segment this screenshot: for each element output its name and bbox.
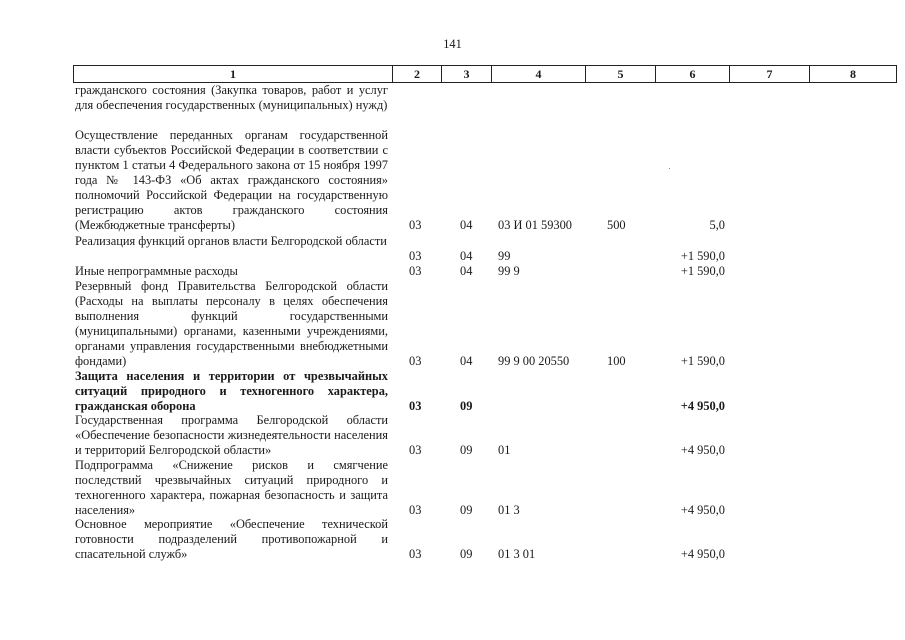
row-rz: 03 — [409, 443, 422, 457]
row-description: Иные непрограммные расходы — [75, 264, 238, 278]
row-pr: 04 — [460, 218, 473, 232]
row-description: Государственная программа Белгородской области «Обеспечение безопасности жизнедеятельности населения и территорий Белгородской области» — [75, 413, 388, 457]
row-sum: +1 590,0 — [680, 354, 725, 368]
header-col-7: 7 — [730, 66, 810, 82]
header-col-2: 2 — [393, 66, 442, 82]
row-rz: 03 — [409, 547, 422, 561]
row-description: Реализация функций органов власти Белгородской области — [75, 234, 387, 248]
row-pr: 04 — [460, 249, 473, 263]
row-sum: +1 590,0 — [680, 249, 725, 263]
row-csr: 99 9 — [498, 264, 520, 278]
header-col-5: 5 — [586, 66, 656, 82]
row-rz: 03 — [409, 354, 422, 368]
row-pr: 04 — [460, 354, 473, 368]
row-vr: 100 — [607, 354, 626, 368]
row-csr: 99 9 00 20550 — [498, 354, 570, 368]
row-sum: +1 590,0 — [680, 264, 725, 278]
header-col-3: 3 — [442, 66, 492, 82]
row-sum: +4 950,0 — [680, 399, 725, 413]
row-rz: 03 — [409, 264, 422, 278]
row-pr: 04 — [460, 264, 473, 278]
header-col-8: 8 — [810, 66, 897, 82]
row-csr: 01 3 — [498, 503, 520, 517]
row-sum: +4 950,0 — [680, 443, 725, 457]
page-number: 141 — [443, 37, 462, 51]
row-description: Основное мероприятие «Обеспечение технической готовности подразделений противопожарной и спасательной служб» — [75, 517, 388, 561]
scan-speck — [669, 168, 670, 169]
row-description: Резервный фонд Правительства Белгородской области (Расходы на выплаты персоналу в целях обеспечения выполнения функций государственными (муниципальными) органами, казенными учреждениями, органами управления государственными внебюджетными фондами) — [75, 279, 388, 368]
row-description: Осуществление переданных органам государственной власти субъектов Российской Федерации в соответствии с пунктом 1 статьи 4 Федерального закона от 15 ноября 1997 года № 143-ФЗ «Об актах гражданского состояния» полномочий Российской Федерации на государственную регистрацию актов гражданского состояния (Межбюджетные трансферты) — [75, 128, 388, 232]
row-csr: 99 — [498, 249, 511, 263]
row-rz: 03 — [409, 249, 422, 263]
header-col-4: 4 — [492, 66, 586, 82]
row-pr: 09 — [460, 547, 473, 561]
row-pr: 09 — [460, 399, 473, 413]
row-pr: 09 — [460, 503, 473, 517]
header-col-1: 1 — [74, 66, 393, 82]
row-rz: 03 — [409, 399, 422, 413]
row-pr: 09 — [460, 443, 473, 457]
row-sum: +4 950,0 — [680, 503, 725, 517]
row-csr: 01 — [498, 443, 511, 457]
row-description: Защита населения и территории от чрезвычайных ситуаций природного и техногенного характера, гражданская оборона — [75, 369, 388, 413]
row-sum: +4 950,0 — [680, 547, 725, 561]
row-description: гражданского состояния (Закупка товаров, работ и услуг для обеспечения государственных (муниципальных) нужд) — [75, 83, 388, 112]
row-csr: 03 И 01 59300 — [498, 218, 572, 232]
row-vr: 500 — [607, 218, 626, 232]
row-description: Подпрограмма «Снижение рисков и смягчение последствий чрезвычайных ситуаций природного и техногенного характера, пожарная безопасность и защита населения» — [75, 458, 388, 517]
row-rz: 03 — [409, 218, 422, 232]
row-rz: 03 — [409, 503, 422, 517]
row-sum: 5,0 — [709, 218, 725, 232]
header-col-6: 6 — [656, 66, 730, 82]
row-csr: 01 3 01 — [498, 547, 536, 561]
